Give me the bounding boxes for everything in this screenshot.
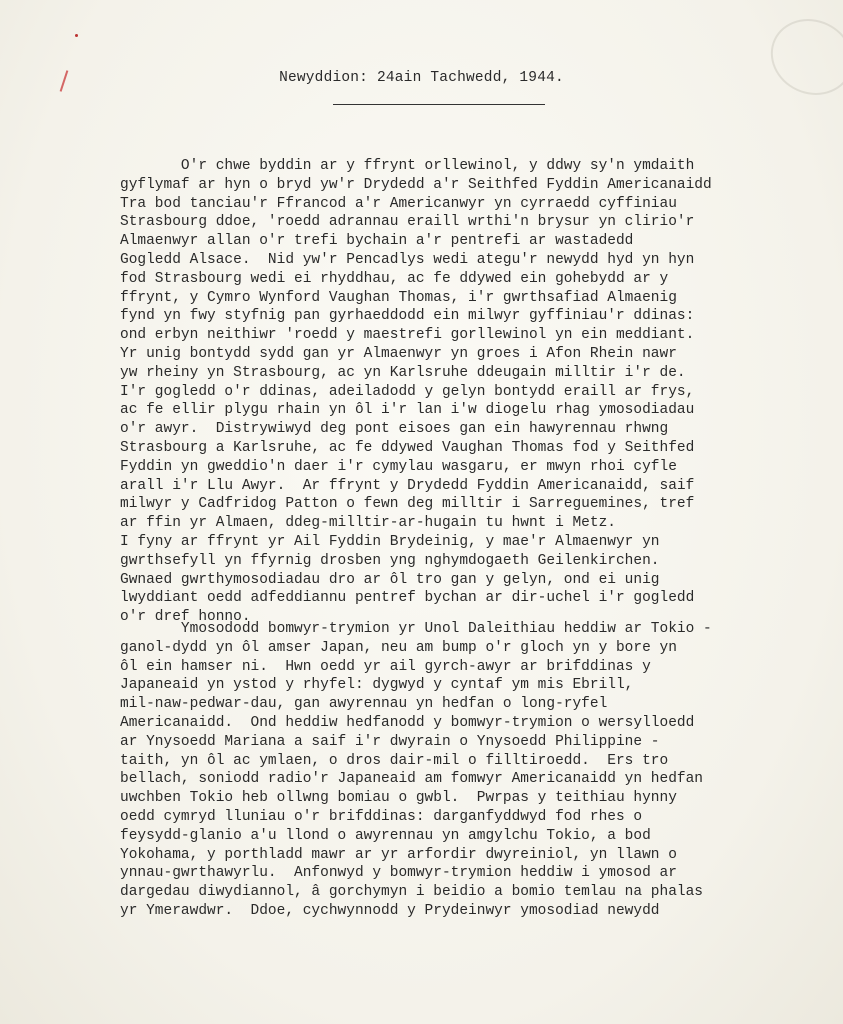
document-title: Newyddion: 24ain Tachwedd, 1944. bbox=[279, 70, 564, 86]
faded-stamp bbox=[758, 6, 843, 109]
red-ink-dot bbox=[75, 34, 78, 37]
title-underline bbox=[333, 104, 545, 105]
paragraph-tokio-raid: Ymosododd bomwyr-trymion yr Unol Daleithiau heddiw ar Tokio - ganol-dydd yn ôl amser Japan, neu am bump o'r gloch yn y bore yn ôl ein hamser ni. Hwn oedd yr ail gyrch-awyr ar brifddinas y Japaneaid yn ystod y rhyfel: dygwyd y cyntaf ym mis Ebrill, mil-naw-pedwar-dau, gan awyrennau yn hedfan o long-ryfel Americanaidd. Ond heddiw hedfanodd y bomwyr-trymion o wersylloedd ar Ynysoedd Mariana a saif i'r dwyrain o Ynysoedd Philippine - taith, yn ôl ac ymlaen, o dros dair-mil o filltiroedd. Ers tro bellach, soniodd radio'r Japaneaid am fomwyr Americanaidd yn hedfan uwchben Tokio heb ollwng bomiau o gwbl. Pwrpas y teithiau hynny oedd cymryd lluniau o'r brifddinas: darganfyddwyd fod rhes o feysydd-glanio a'u llond o awyrennau yn amgylchu Tokio, a bod Yokohama, y porthladd mawr ar yr arfordir dwyreiniol, yn llawn o ynnau-gwrthawyrlu. Anfonwyd y bomwyr-trymion heddiw i ymosod ar dargedau diwydiannol, â gorchymyn i beidio a bomio temlau na phalas yr Ymerawdwr. Ddoe, cychwynnodd y Prydeinwyr ymosodiad newydd bbox=[120, 621, 712, 919]
paragraph-western-front: O'r chwe byddin ar y ffrynt orllewinol, y ddwy sy'n ymdaith gyflymaf ar hyn o bryd yw'r Drydedd a'r Seithfed Fyddin Americanaidd Tra bod tanciau'r Ffrancod a'r Americanwyr yn cyrraedd cyffiniau Strasbourg ddoe, 'roedd adrannau eraill wrthi'n brysur yn clirio'r Almaenwyr allan o'r trefi bychain a'r pentrefi ar wastadedd Gogledd Alsace. Nid yw'r Pencadlys wedi ategu'r newydd hyd yn hyn fod Strasbourg wedi ei rhyddhau, ac fe ddywed ein gohebydd ar y ffrynt, y Cymro Wynford Vaughan Thomas, i'r gwrthsafiad Almaenig fynd yn fwy styfnig pan gyrhaeddodd ein milwyr gyffiniau'r ddinas: ond erbyn neithiwr 'roedd y maestrefi gorllewinol yn ein meddiant. Yr unig bontydd sydd gan yr Almaenwyr yn groes i Afon Rhein nawr yw rheiny yn Strasbourg, ac yn Karlsruhe ddeugain milltir i'r de. I'r gogledd o'r ddinas, adeiladodd y gelyn bontydd eraill ar frys, ac fe ellir plygu rhain yn ôl i'r lan i'w diogelu rhag ymosodiadau o'r awyr. Distrywiwyd deg pont eisoes gan ein hawyrennau rhwng Strasbourg a Karlsruhe, ac fe ddywed Vaughan Thomas fod y Seithfed Fyddin yn gweddio'n daer i'r cymylau wasgaru, er mwyn rhoi cyfle arall i'r Llu Awyr. Ar ffrynt y Drydedd Fyddin Americanaidd, saif milwyr y Cadfridog Patton o fewn deg milltir i Sarreguemines, tref ar ffin yr Almaen, ddeg-milltir-ar-hugain tu hwnt i Metz. I fyny ar ffrynt yr Ail Fyddin Brydeinig, y mae'r Almaenwyr yn gwrthsefyll yn ffyrnig drosben yng nghymdogaeth Geilenkirchen. Gwnaed gwrthymosodiadau dro ar ôl tro gan y gelyn, ond ei unig lwyddiant oedd adfeddiannu pentref bychan ar dir-uchel i'r gogledd o'r dref honno. bbox=[120, 158, 712, 626]
